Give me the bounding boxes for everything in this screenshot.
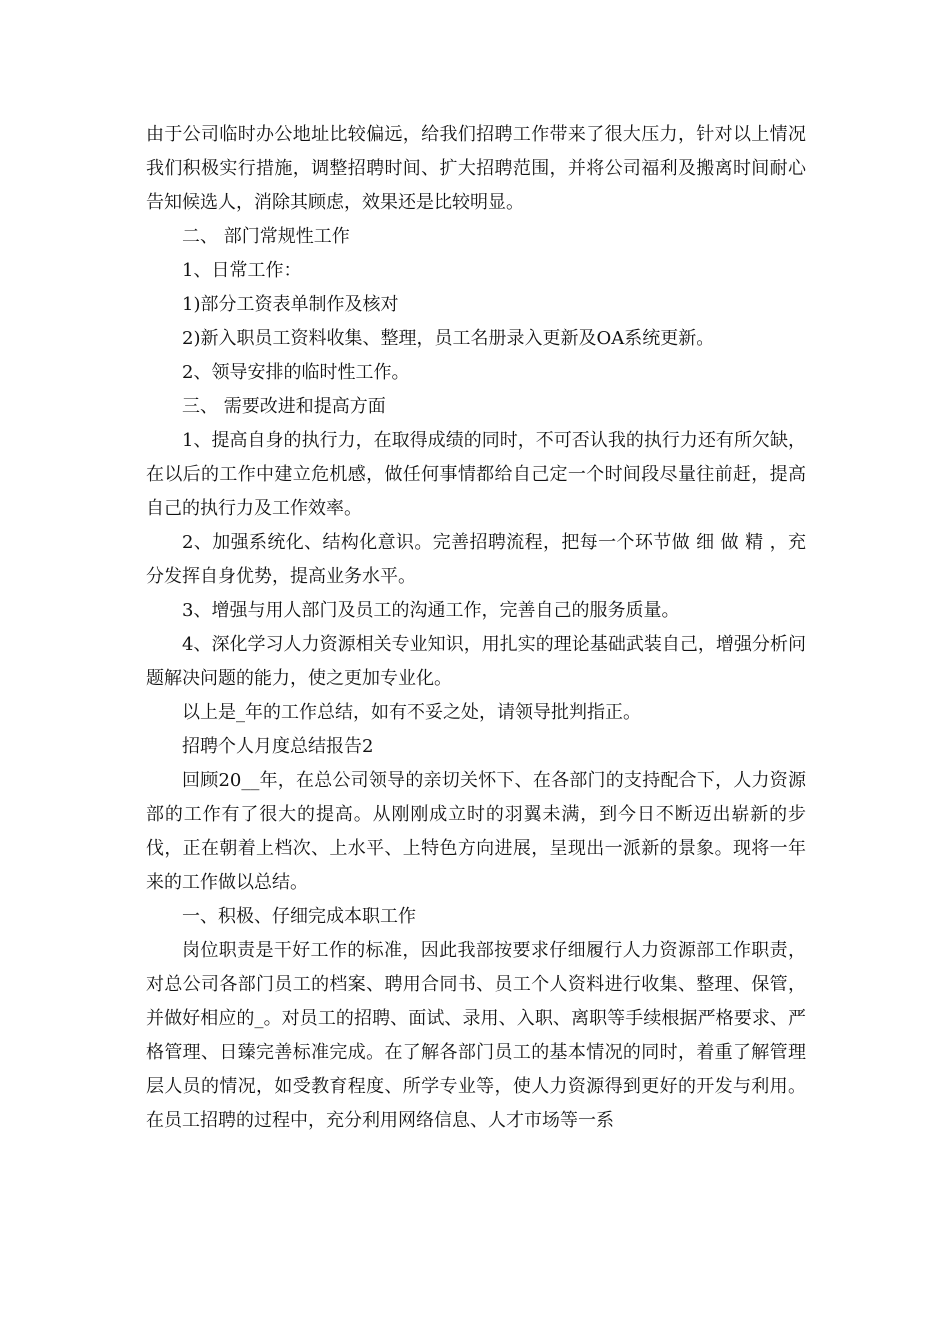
paragraph: 1、提高自身的执行力，在取得成绩的同时，不可否认我的执行力还有所欠缺，在以后的工作中建立危机感，做任何事情都给自己定一个时间段尽量往前赶，提高自己的执行力及工作效率。: [146, 430, 806, 519]
list-item: 1)部分工资表单制作及核对: [182, 294, 399, 315]
list-heading: 2、领导安排的临时性工作。: [182, 362, 410, 383]
paragraph: 岗位职责是干好工作的标准，因此我部按要求仔细履行人力资源部工作职责，对总公司各部门员工的档案、聘用合同书、员工个人资料进行收集、整理、保管，并做好相应的_。对员工的招聘、面试、录用、入职、离职等手续根据严格要求、严格管理、日臻完善标准完成。在了解各部门员工的基本情况的同时，着重了解管理层人员的情况，如受教育程度、所学专业等，使人力资源得到更好的开发与利用。在员工招聘的过程中，充分利用网络信息、人才市场等一系: [146, 940, 806, 1131]
closing-line: 以上是_年的工作总结，如有不妥之处，请领导批判指正。: [182, 702, 641, 723]
list-item: 2)新入职员工资料收集、整理，员工名册录入更新及OA系统更新。: [182, 328, 715, 349]
section-heading: 二、 部门常规性工作: [182, 226, 350, 247]
paragraph: 2、加强系统化、结构化意识。完善招聘流程，把每一个环节做 细 做 精 ，充分发挥自身优势，提高业务水平。: [146, 532, 806, 587]
list-heading: 1、日常工作：: [182, 260, 302, 281]
section-heading: 一、积极、仔细完成本职工作: [182, 906, 416, 927]
paragraph: 4、深化学习人力资源相关专业知识，用扎实的理论基础武装自己，增强分析问题解决问题的能力，使之更加专业化。: [146, 634, 806, 689]
report-title: 招聘个人月度总结报告2: [182, 736, 374, 757]
paragraph: 3、增强与用人部门及员工的沟通工作，完善自己的服务质量。: [182, 600, 680, 621]
paragraph: 由于公司临时办公地址比较偏远，给我们招聘工作带来了很大压力，针对以上情况我们积极实行措施，调整招聘时间、扩大招聘范围，并将公司福利及搬离时间耐心告知候选人，消除其顾虑，效果还是比较明显。: [146, 124, 806, 213]
section-heading: 三、 需要改进和提高方面: [182, 396, 386, 417]
document-body: [146, 118, 806, 1138]
paragraph: 回顾20__年，在总公司领导的亲切关怀下、在各部门的支持配合下，人力资源部的工作有了很大的提高。从刚刚成立时的羽翼未满，到今日不断迈出崭新的步伐，正在朝着上档次、上水平、上特色方向进展，呈现出一派新的景象。现将一年来的工作做以总结。: [146, 770, 806, 893]
